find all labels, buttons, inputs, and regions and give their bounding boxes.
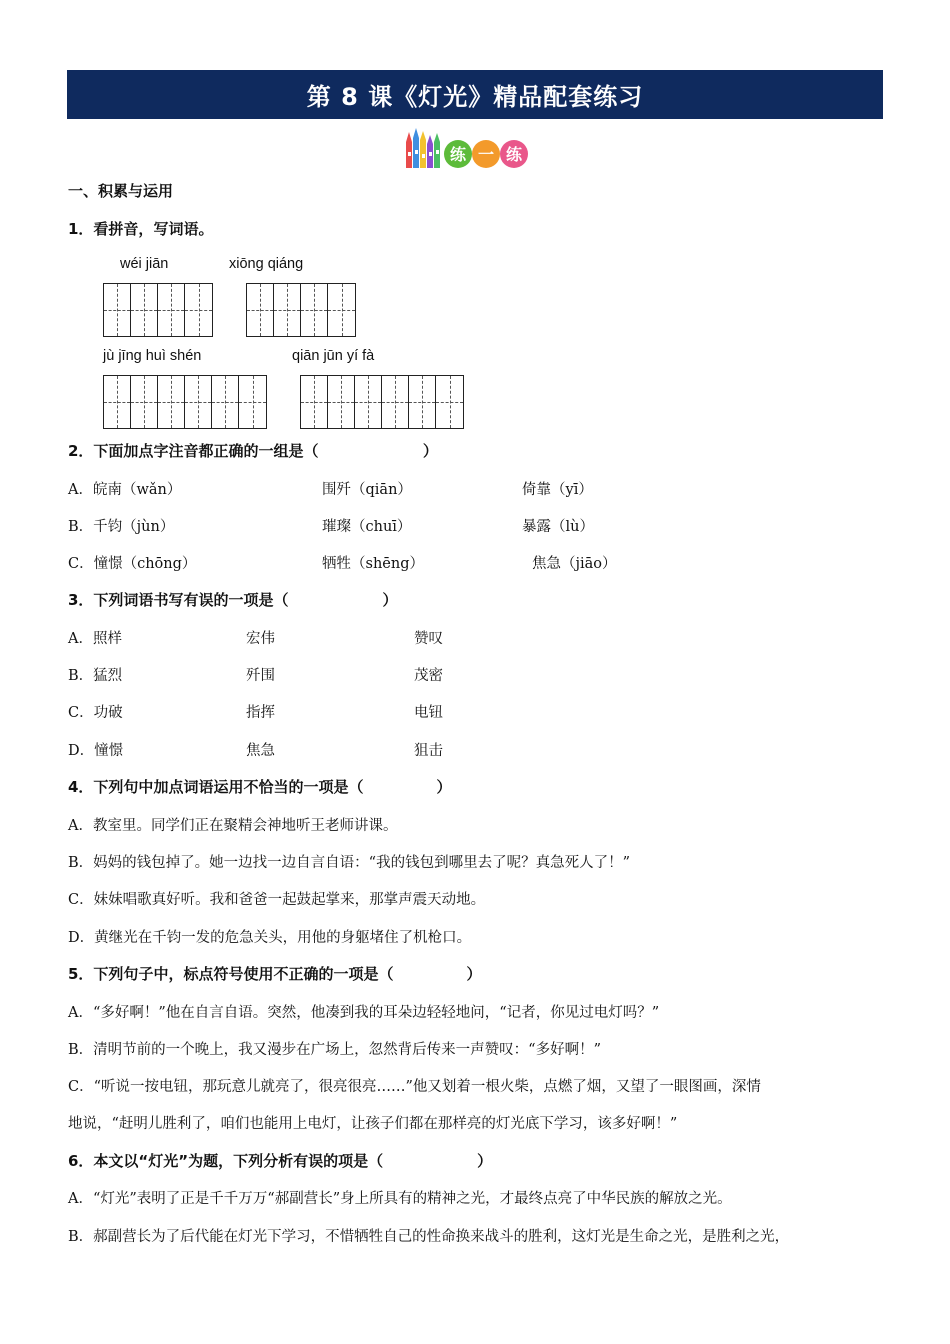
q4-option: C．妹妹唱歌真好听。我和爸爸一起鼓起掌来，那掌声震天动地。 bbox=[68, 892, 486, 908]
pinyin-4: qiān jūn yí fà bbox=[292, 348, 375, 364]
badge-char-1: 练 bbox=[449, 145, 467, 164]
answer-grid-4[interactable] bbox=[300, 375, 464, 429]
grid-cell[interactable] bbox=[382, 376, 409, 428]
crayon-house-icon bbox=[404, 128, 534, 172]
grid-cell[interactable] bbox=[185, 284, 212, 336]
q3-option: 茂密 bbox=[414, 668, 443, 684]
answer-grid-2[interactable] bbox=[246, 283, 356, 337]
q3-option: 电钮 bbox=[414, 705, 443, 721]
q2-option: 暴露（lù） bbox=[522, 519, 594, 535]
q2-option: 牺牲（shēng） bbox=[322, 556, 424, 572]
grid-cell[interactable] bbox=[409, 376, 436, 428]
q2-option: 璀璨（chuī） bbox=[322, 519, 412, 535]
q3-option: 狙击 bbox=[414, 743, 443, 759]
q3-option: C．功破 bbox=[68, 705, 123, 721]
q2-option: 焦急（jiāo） bbox=[532, 556, 617, 572]
q5-option: B．清明节前的一个晚上，我又漫步在广场上，忽然背后传来一声赞叹：“多好啊！” bbox=[68, 1042, 601, 1058]
grid-cell[interactable] bbox=[239, 376, 266, 428]
q2-option: B．千钧（jùn） bbox=[68, 519, 175, 535]
q4-option: D．黄继光在千钧一发的危急关头，用他的身躯堵住了机枪口。 bbox=[68, 930, 472, 946]
q6-option: A．“灯光”表明了正是千千万万“郝副营长”身上所具有的精神之光，才最终点亮了中华民族的解放之光。 bbox=[68, 1191, 732, 1207]
q5-option: C．“听说一按电钮，那玩意儿就亮了，很亮很亮……”他又划着一根火柴，点燃了烟，又望了一眼图画，深情 bbox=[68, 1079, 761, 1095]
pinyin-2: xiōng qiáng bbox=[229, 256, 304, 272]
question-3-stem: 3．下列词语书写有误的一项是（ ） bbox=[68, 591, 398, 609]
q3-option: 宏伟 bbox=[246, 631, 275, 647]
grid-cell[interactable] bbox=[158, 376, 185, 428]
question-5-stem: 5．下列句子中，标点符号使用不正确的一项是（ ） bbox=[68, 965, 482, 983]
page-title: 第 8 课《灯光》精品配套练习 bbox=[67, 70, 883, 119]
grid-cell[interactable] bbox=[131, 284, 158, 336]
q2-option: C．憧憬（chōng） bbox=[68, 556, 197, 572]
q2-option: 围歼（qiān） bbox=[322, 482, 412, 498]
answer-grid-3[interactable] bbox=[103, 375, 267, 429]
pinyin-1: wéi jiān bbox=[120, 256, 169, 272]
q3-option: B．猛烈 bbox=[68, 668, 123, 684]
q3-option: A．照样 bbox=[68, 631, 122, 647]
grid-cell[interactable] bbox=[104, 376, 131, 428]
badge-char-3: 练 bbox=[505, 145, 523, 164]
grid-cell[interactable] bbox=[436, 376, 463, 428]
q3-option: 赞叹 bbox=[414, 631, 443, 647]
grid-cell[interactable] bbox=[274, 284, 301, 336]
q2-option: A．皖南（wǎn） bbox=[68, 482, 182, 498]
badge-char-2: 一 bbox=[477, 145, 495, 164]
q3-option: 指挥 bbox=[246, 705, 275, 721]
question-1-stem: 1．看拼音，写词语。 bbox=[68, 220, 214, 238]
pinyin-3: jù jīng huì shén bbox=[103, 348, 202, 364]
q3-option: 歼围 bbox=[246, 668, 275, 684]
grid-cell[interactable] bbox=[328, 376, 355, 428]
practice-badge bbox=[404, 128, 534, 172]
grid-cell[interactable] bbox=[247, 284, 274, 336]
q3-option: 焦急 bbox=[246, 743, 275, 759]
question-6-stem: 6．本文以“灯光”为题，下列分析有误的项是（ ） bbox=[68, 1152, 493, 1170]
grid-cell[interactable] bbox=[301, 376, 328, 428]
q4-option: B．妈妈的钱包掉了。她一边找一边自言自语：“我的钱包到哪里去了呢？真急死人了！” bbox=[68, 855, 630, 871]
q6-option: B．郝副营长为了后代能在灯光下学习，不惜牺牲自己的性命换来战斗的胜利，这灯光是生命之光，是胜利之光， bbox=[68, 1229, 790, 1245]
grid-cell[interactable] bbox=[328, 284, 355, 336]
grid-cell[interactable] bbox=[355, 376, 382, 428]
grid-cell[interactable] bbox=[158, 284, 185, 336]
section-title: 一、积累与运用 bbox=[68, 182, 174, 200]
q5-option-continued: 地说，“赶明儿胜利了，咱们也能用上电灯，让孩子们都在那样亮的灯光底下学习，该多好啊！” bbox=[68, 1116, 678, 1132]
q4-option: A．教室里。同学们正在聚精会神地听王老师讲课。 bbox=[68, 818, 398, 834]
question-4-stem: 4．下列句中加点词语运用不恰当的一项是（ ） bbox=[68, 778, 452, 796]
question-2-stem: 2．下面加点字注音都正确的一组是（ ） bbox=[68, 442, 438, 460]
grid-cell[interactable] bbox=[185, 376, 212, 428]
grid-cell[interactable] bbox=[212, 376, 239, 428]
grid-cell[interactable] bbox=[104, 284, 131, 336]
q2-option: 倚靠（yī） bbox=[522, 482, 593, 498]
q3-option: D．憧憬 bbox=[68, 743, 124, 759]
grid-cell[interactable] bbox=[131, 376, 158, 428]
grid-cell[interactable] bbox=[301, 284, 328, 336]
q5-option: A．“多好啊！”他在自言自语。突然，他凑到我的耳朵边轻轻地问，“记者，你见过电灯吗？” bbox=[68, 1005, 660, 1021]
answer-grid-1[interactable] bbox=[103, 283, 213, 337]
